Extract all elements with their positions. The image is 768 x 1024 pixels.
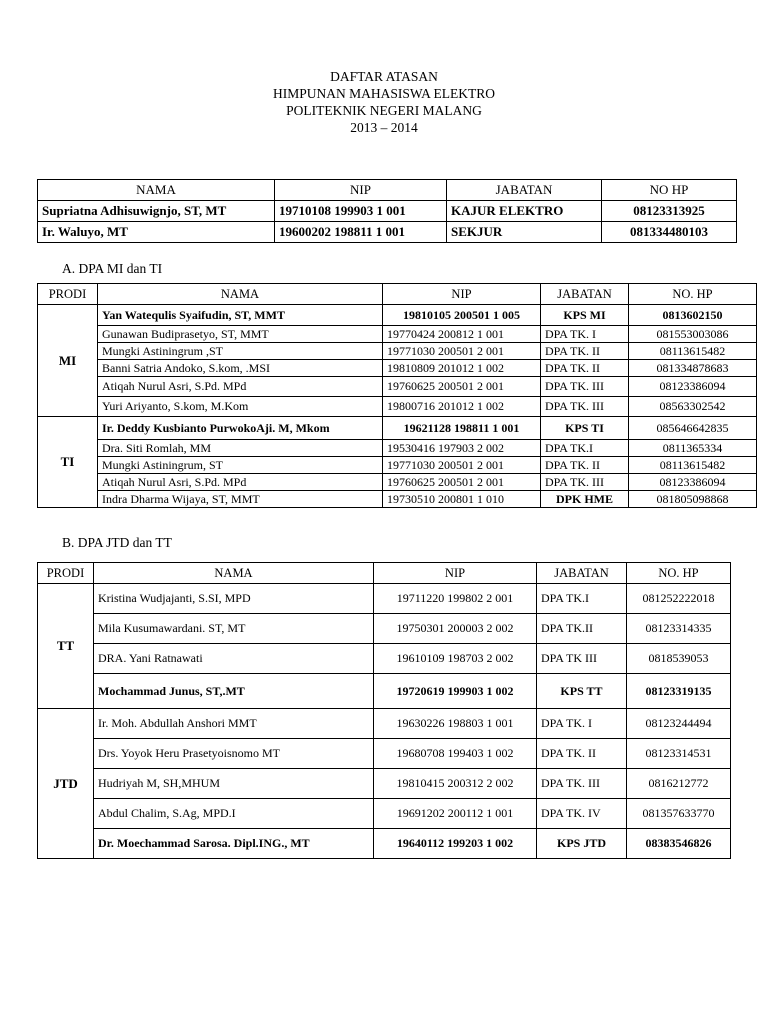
table-row	[38, 491, 757, 508]
table-header-row	[38, 563, 731, 584]
cell-nip: 19680708 199403 1 002	[374, 739, 537, 769]
cell-jabatan: DPA TK.I	[537, 584, 627, 614]
cell-jabatan: DPA TK. III	[537, 769, 627, 799]
cell-jabatan: DPA TK. II	[541, 343, 629, 360]
document-title	[0, 68, 768, 136]
cell-nip: 19800716 201012 1 002	[383, 397, 541, 417]
cell-nip: 19810105 200501 1 005	[383, 305, 541, 326]
dpa-jtd-tt-table	[37, 562, 731, 859]
table-row	[38, 417, 757, 440]
column-header: PRODI	[38, 284, 98, 305]
table-row	[38, 739, 731, 769]
cell-nama: Hudriyah M, SH,MHUM	[94, 769, 374, 799]
cell-hp: 0811365334	[629, 440, 757, 457]
section-b-heading: B. DPA JTD dan TT	[62, 535, 172, 550]
table-row	[38, 305, 757, 326]
cell-nama: Indra Dharma Wijaya, ST, MMT	[98, 491, 383, 508]
title-line-1: DAFTAR ATASAN	[330, 69, 438, 84]
table-row	[38, 644, 731, 674]
column-header: NO. HP	[627, 563, 731, 584]
cell-nip: 19711220 199802 2 001	[374, 584, 537, 614]
column-header: PRODI	[38, 563, 94, 584]
cell-nip: 19630226 198803 1 001	[374, 709, 537, 739]
cell-jabatan: DPK HME	[541, 491, 629, 508]
cell-hp: 081805098868	[629, 491, 757, 508]
table-row	[38, 584, 731, 614]
cell-hp: 08123319135	[627, 674, 731, 709]
cell-nama: Ir. Moh. Abdullah Anshori MMT	[94, 709, 374, 739]
cell-nip: 19710108 199903 1 001	[275, 201, 447, 222]
cell-nip: 19600202 198811 1 001	[275, 222, 447, 243]
title-line-4: 2013 – 2014	[350, 120, 418, 135]
cell-jabatan: DPA TK. II	[541, 457, 629, 474]
cell-hp: 08123314335	[627, 614, 731, 644]
table-row	[38, 829, 731, 859]
cell-nama: Ir. Waluyo, MT	[38, 222, 275, 243]
cell-hp: 08123313925	[602, 201, 737, 222]
cell-hp: 0818539053	[627, 644, 731, 674]
cell-jabatan: DPA TK. III	[541, 397, 629, 417]
cell-nama: Supriatna Adhisuwignjo, ST, MT	[38, 201, 275, 222]
cell-nip: 19760625 200501 2 001	[383, 377, 541, 397]
cell-jabatan: DPA TK. IV	[537, 799, 627, 829]
prodi-cell: JTD	[38, 709, 94, 859]
cell-nama: Banni Satria Andoko, S.kom, .MSI	[98, 360, 383, 377]
cell-nip: 19771030 200501 2 001	[383, 343, 541, 360]
column-header: NIP	[374, 563, 537, 584]
cell-jabatan: DPA TK. III	[541, 474, 629, 491]
cell-nip: 19750301 200003 2 002	[374, 614, 537, 644]
cell-hp: 08123386094	[629, 474, 757, 491]
cell-jabatan: DPA TK. I	[541, 326, 629, 343]
cell-jabatan: DPA TK III	[537, 644, 627, 674]
table-row	[38, 457, 757, 474]
cell-hp: 08123386094	[629, 377, 757, 397]
cell-jabatan: DPA TK.II	[537, 614, 627, 644]
cell-nip: 19771030 200501 2 001	[383, 457, 541, 474]
cell-jabatan: DPA TK. I	[537, 709, 627, 739]
cell-nama: Mochammad Junus, ST,.MT	[94, 674, 374, 709]
cell-nip: 19720619 199903 1 002	[374, 674, 537, 709]
table-row	[38, 360, 757, 377]
cell-jabatan: KPS TT	[537, 674, 627, 709]
column-header: JABATAN	[447, 180, 602, 201]
table-row	[38, 326, 757, 343]
cell-nama: Kristina Wudjajanti, S.SI, MPD	[94, 584, 374, 614]
cell-hp: 081553003086	[629, 326, 757, 343]
column-header: NAMA	[98, 284, 383, 305]
cell-nama: Abdul Chalim, S.Ag, MPD.I	[94, 799, 374, 829]
cell-jabatan: KPS MI	[541, 305, 629, 326]
column-header: JABATAN	[537, 563, 627, 584]
cell-jabatan: SEKJUR	[447, 222, 602, 243]
cell-nip: 19760625 200501 2 001	[383, 474, 541, 491]
cell-nama: Dr. Moechammad Sarosa. Dipl.ING., MT	[94, 829, 374, 859]
column-header: NO. HP	[629, 284, 757, 305]
cell-nama: Ir. Deddy Kusbianto PurwokoAji. M, Mkom	[98, 417, 383, 440]
cell-jabatan: KAJUR ELEKTRO	[447, 201, 602, 222]
cell-hp: 0813602150	[629, 305, 757, 326]
cell-hp: 081252222018	[627, 584, 731, 614]
cell-nama: Mungki Astiningrum, ST	[98, 457, 383, 474]
cell-hp: 081357633770	[627, 799, 731, 829]
prodi-cell: TT	[38, 584, 94, 709]
table-row	[38, 377, 757, 397]
cell-nip: 19691202 200112 1 001	[374, 799, 537, 829]
column-header: NAMA	[38, 180, 275, 201]
column-header: JABATAN	[541, 284, 629, 305]
cell-nip: 19640112 199203 1 002	[374, 829, 537, 859]
cell-hp: 08383546826	[627, 829, 731, 859]
table-row	[38, 343, 757, 360]
cell-jabatan: DPA TK. II	[541, 360, 629, 377]
title-line-2: HIMPUNAN MAHASISWA ELEKTRO	[272, 86, 495, 101]
table-row	[38, 222, 737, 243]
cell-jabatan: DPA TK. III	[541, 377, 629, 397]
column-header: NO HP	[602, 180, 737, 201]
cell-nip: 19530416 197903 2 002	[383, 440, 541, 457]
table-row	[38, 674, 731, 709]
cell-hp: 08113615482	[629, 457, 757, 474]
cell-jabatan: DPA TK. II	[537, 739, 627, 769]
dpa-mi-ti-table	[37, 283, 757, 508]
title-line-3: POLITEKNIK NEGERI MALANG	[286, 103, 482, 118]
cell-hp: 08113615482	[629, 343, 757, 360]
cell-nip: 19730510 200801 1 010	[383, 491, 541, 508]
leadership-table	[37, 179, 737, 243]
cell-nip: 19810415 200312 2 002	[374, 769, 537, 799]
column-header: NAMA	[94, 563, 374, 584]
cell-nip: 19621128 198811 1 001	[383, 417, 541, 440]
cell-nama: Dra. Siti Romlah, MM	[98, 440, 383, 457]
table-header-row	[38, 284, 757, 305]
cell-hp: 08123314531	[627, 739, 731, 769]
cell-hp: 085646642835	[629, 417, 757, 440]
cell-jabatan: DPA TK.I	[541, 440, 629, 457]
table-row	[38, 201, 737, 222]
cell-hp: 08563302542	[629, 397, 757, 417]
cell-nama: Mungki Astiningrum ,ST	[98, 343, 383, 360]
cell-nama: DRA. Yani Ratnawati	[94, 644, 374, 674]
cell-nama: Yuri Ariyanto, S.kom, M.Kom	[98, 397, 383, 417]
cell-nip: 19810809 201012 1 002	[383, 360, 541, 377]
cell-nama: Drs. Yoyok Heru Prasetyoisnomo MT	[94, 739, 374, 769]
cell-nip: 19610109 198703 2 002	[374, 644, 537, 674]
table-row	[38, 709, 731, 739]
column-header: NIP	[383, 284, 541, 305]
table-header-row	[38, 180, 737, 201]
cell-hp: 081334878683	[629, 360, 757, 377]
cell-hp: 08123244494	[627, 709, 731, 739]
prodi-cell: TI	[38, 417, 98, 508]
section-a-heading: A. DPA MI dan TI	[62, 261, 163, 276]
cell-nama: Atiqah Nurul Asri, S.Pd. MPd	[98, 474, 383, 491]
cell-nama: Gunawan Budiprasetyo, ST, MMT	[98, 326, 383, 343]
cell-hp: 0816212772	[627, 769, 731, 799]
cell-nama: Yan Watequlis Syaifudin, ST, MMT	[98, 305, 383, 326]
table-row	[38, 614, 731, 644]
table-row	[38, 474, 757, 491]
cell-jabatan: KPS JTD	[537, 829, 627, 859]
table-row	[38, 397, 757, 417]
cell-jabatan: KPS TI	[541, 417, 629, 440]
table-row	[38, 440, 757, 457]
cell-hp: 081334480103	[602, 222, 737, 243]
table-row	[38, 769, 731, 799]
cell-nama: Atiqah Nurul Asri, S.Pd. MPd	[98, 377, 383, 397]
prodi-cell: MI	[38, 305, 98, 417]
column-header: NIP	[275, 180, 447, 201]
cell-nama: Mila Kusumawardani. ST, MT	[94, 614, 374, 644]
cell-nip: 19770424 200812 1 001	[383, 326, 541, 343]
table-row	[38, 799, 731, 829]
